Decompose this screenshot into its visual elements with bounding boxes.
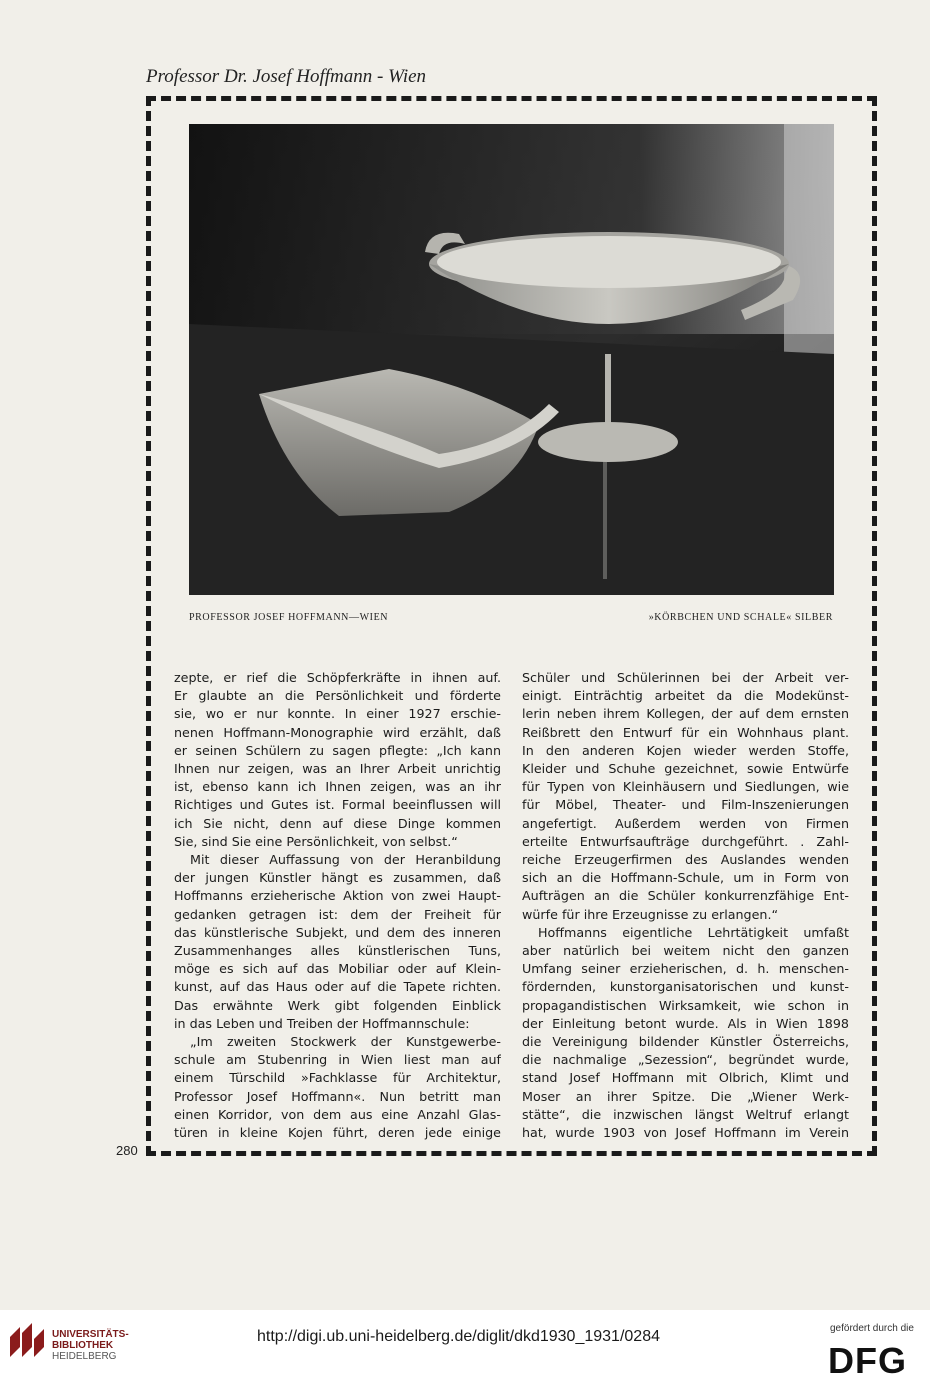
- library-name-line: UNIVERSITÄTS-: [52, 1329, 129, 1340]
- text-line: Sie, sind Sie eine Persönlichkeit, von selbst.“: [174, 833, 458, 849]
- text-line: nenen Hoffmann-Monographie wird erzählt, daß: [174, 724, 501, 740]
- text-line: Hoffmanns erzieherische Aktion von zwei Haupt-: [174, 888, 501, 904]
- text-line: In den anderen Kojen wieder werden Stoffe,: [522, 742, 849, 758]
- text-line: sie, wo er nur konnte. In einer 1927 erschie-: [174, 706, 501, 722]
- dfg-logo: DFG: [828, 1340, 907, 1381]
- text-line: für Möbel, Theater- und Film-Inszenierungen: [522, 797, 849, 813]
- text-line: erteilte Entwurfsaufträge durchgeführt. . Zahl-: [522, 833, 849, 849]
- text-line: propagandistischen Wirksamkeit, wie schon in: [522, 997, 849, 1013]
- text-line: Professor Josef Hoffmann«. Nun betritt man: [174, 1088, 501, 1104]
- text-line: lerin neben ihrem Kollegen, der auf dem ernsten: [522, 706, 849, 722]
- text-line: Das erwähnte Werk gibt folgenden Einblick: [174, 997, 501, 1013]
- text-line: Hoffmanns eigentliche Lehrtätigkeit umfaßt: [538, 924, 849, 940]
- text-line: Ihnen nur zeigen, was an Ihrer Arbeit unrichtig: [174, 761, 501, 777]
- library-name-line: HEIDELBERG: [52, 1351, 117, 1362]
- text-line: in das Leben und Treiben der Hoffmannschule:: [174, 1015, 470, 1031]
- library-name-line: BIBLIOTHEK: [52, 1340, 114, 1351]
- text-line: schule am Stubenring in Wien liest man auf: [174, 1052, 501, 1068]
- figure-caption-title: »KÖRBCHEN UND SCHALE« SILBER: [648, 612, 833, 623]
- permalink-url[interactable]: http://digi.ub.uni-heidelberg.de/diglit/dkd1930_1931/0284: [257, 1328, 660, 1345]
- text-line: möge es sich auf das Mobiliar oder auf Klein-: [174, 961, 501, 977]
- text-line: stätte“, die inzwischen längst Weltruf erlangt: [522, 1106, 849, 1122]
- text-line: Umfang seiner erzieherischen, d. h. menschen-: [522, 961, 849, 977]
- text-line: Er glaubte an die Persönlichkeit und förderte: [174, 688, 501, 704]
- text-line: sich an die Hoffmann-Schule, um in Form von: [522, 870, 849, 886]
- text-line: Reißbrett den Entwurf für ein Wohnhaus plant.: [522, 724, 849, 740]
- text-line: ist, ebenso kann ich Ihnen zeigen, was an ihr: [174, 779, 501, 795]
- text-line: einen Korridor, von dem aus eine Anzahl Glas-: [174, 1106, 501, 1122]
- text-line: Mit dieser Auffassung von der Heranbildung: [190, 852, 501, 868]
- text-column-right: [522, 669, 849, 1142]
- text-line: Aufträgen an die Schüler konkurrenzfähige Ent-: [522, 888, 849, 904]
- text-line: „Im zweiten Stockwerk der Kunstgewerbe-: [190, 1034, 501, 1050]
- text-line: Schüler und Schülerinnen bei der Arbeit ver-: [522, 670, 849, 685]
- photo-illustration: [189, 124, 834, 595]
- text-line: einem Türschild »Fachklasse für Architektur,: [174, 1070, 501, 1086]
- text-line: das künstlerische Subjekt, und dem des inneren: [174, 924, 501, 940]
- text-line: Richtiges und Gutes ist. Formal beeinflussen will: [174, 797, 501, 813]
- text-line: Moser an ihrer Spitze. Die „Wiener Werk-: [522, 1088, 849, 1104]
- text-line: er seinen Schülern zu sagen pflegte: „Ich kann: [174, 742, 501, 758]
- text-line: der jungen Künstler hängt es zusammen, daß: [174, 870, 501, 886]
- text-line: einigt. Einträchtig arbeitet da die Modekünst-: [522, 688, 849, 704]
- text-line: die nachmalige „Sezession“, begründet wurde,: [522, 1052, 849, 1068]
- text-line: der Einleitung betont wurde. Als in Wien 1898: [522, 1015, 849, 1031]
- text-line: Zusammenhanges alles künstlerischen Tuns,: [174, 943, 501, 959]
- text-line: angefertigt. Außerdem werden von Firmen: [522, 815, 849, 831]
- figure-caption-author: PROFESSOR JOSEF HOFFMANN—WIEN: [189, 612, 389, 623]
- text-line: aber natürlich bei weitem nicht den ganzen: [522, 943, 849, 959]
- university-library-logo-icon: [6, 1319, 48, 1361]
- text-line: zepte, er rief die Schöpferkräfte in ihnen auf.: [174, 670, 501, 685]
- text-column-left: [174, 669, 501, 1142]
- page-number: 280: [116, 1143, 138, 1158]
- text-line: würfe für ihre Erzeugnisse zu erlangen.“: [522, 906, 779, 922]
- text-line: stand Josef Hoffmann mit Olbrich, Klimt und: [522, 1070, 849, 1086]
- funding-note: gefördert durch die: [830, 1323, 914, 1334]
- photograph-basket-and-bowl: [189, 124, 834, 595]
- text-line: ich Sie nicht, denn auf diese Dinge kommen: [174, 815, 501, 831]
- text-line: türen in kleine Kojen führt, deren jede einige: [174, 1125, 501, 1141]
- text-line: fördernden, kunstorganisatorischen und kunst-: [522, 979, 849, 995]
- running-header: Professor Dr. Josef Hoffmann - Wien: [146, 66, 427, 87]
- viewer-footer: [0, 1310, 930, 1382]
- text-line: hat, wurde 1903 von Josef Hoffmann im Verein: [522, 1125, 849, 1141]
- text-line: gedanken getragen ist: dem der Freiheit für: [174, 906, 501, 922]
- text-line: reiche Erzeugerfirmen des Auslandes wenden: [522, 852, 849, 868]
- text-line: kunst, auf das Haus oder auf die Tapete richten.: [174, 979, 501, 995]
- text-line: Kleider und Schuhe gezeichnet, sowie Entwürfe: [522, 761, 849, 777]
- text-line: für Typen von Kleinhäusern und Siedlungen, wie: [522, 779, 849, 795]
- text-line: die Vereinigung bildender Künstler Österreichs,: [522, 1034, 849, 1050]
- university-library-name: [52, 1329, 129, 1362]
